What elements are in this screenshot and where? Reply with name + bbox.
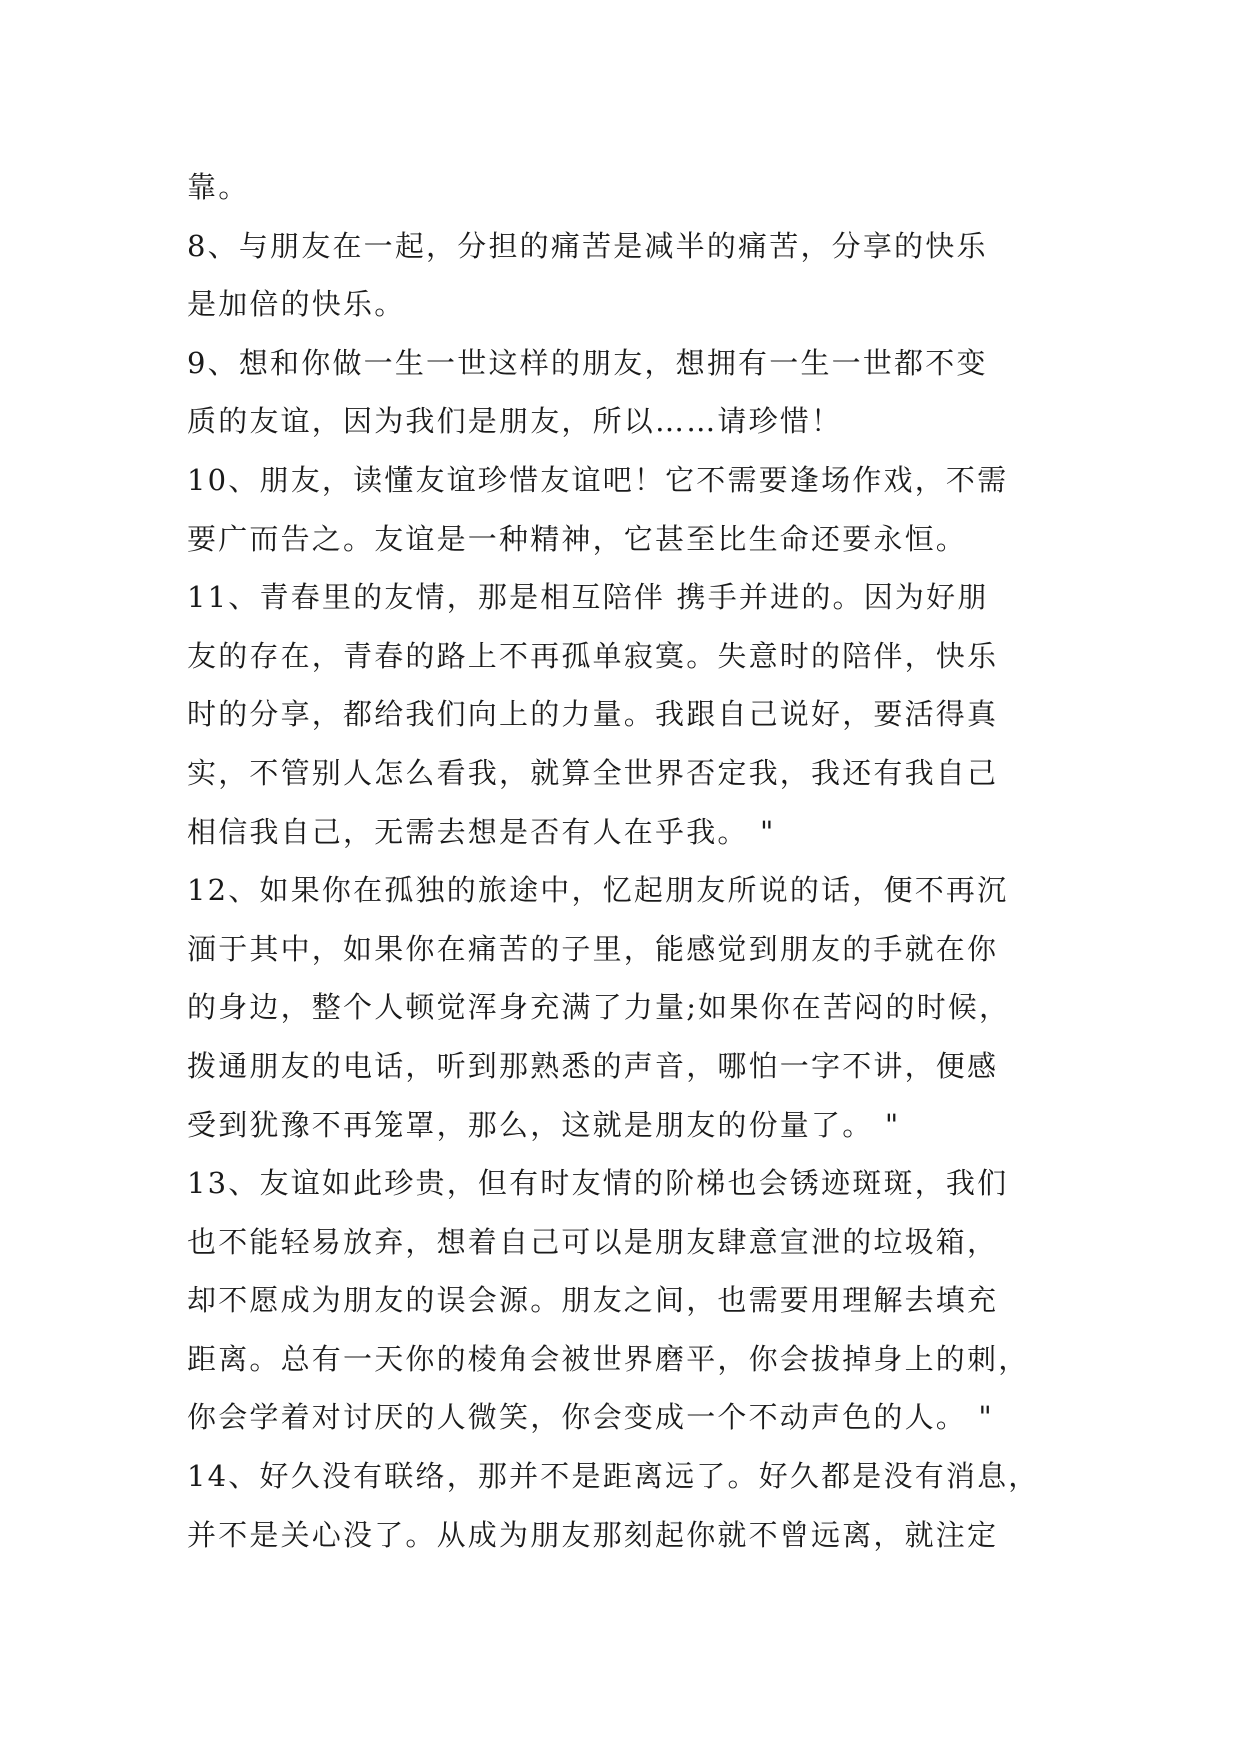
text-line: 相信我自己，无需去想是否有人在乎我。 ": [187, 814, 776, 849]
text-line: 靠。: [187, 170, 250, 204]
text-line: 8、与朋友在一起，分担的痛苦是减半的痛苦，分享的快乐: [187, 228, 988, 263]
text-line: 13、友谊如此珍贵，但有时友情的阶梯也会锈迹斑斑，我们: [187, 1166, 1009, 1201]
text-line: 要广而告之。友谊是一种精神，它甚至比生命还要永恒。: [187, 521, 968, 556]
text-line: 距离。总有一天你的棱角会被世界磨平，你会拔掉身上的刺，: [187, 1341, 1030, 1376]
text-line: 12、如果你在孤独的旅途中，忆起朋友所说的话，便不再沉: [187, 873, 1009, 908]
text-line: 14、好久没有联络，那并不是距离远了。好久都是没有消息，: [187, 1459, 1040, 1494]
text-line: 9、想和你做一生一世这样的朋友，想拥有一生一世都不变: [187, 345, 988, 380]
body-text: [187, 158, 1057, 1564]
text-line: 并不是关心没了。从成为朋友那刻起你就不曾远离，就注定: [187, 1517, 999, 1552]
text-line: 友的存在，青春的路上不再孤单寂寞。失意时的陪伴，快乐: [187, 638, 999, 673]
text-line: 质的友谊，因为我们是朋友，所以……请珍惜！: [187, 404, 843, 439]
text-line: 11、青春里的友情，那是相互陪伴 携手并进的。因为好朋: [187, 580, 989, 615]
text-line: 10、朋友，读懂友谊珍惜友谊吧！它不需要逢场作戏，不需: [187, 462, 1009, 497]
text-line: 的身边，整个人顿觉浑身充满了力量;如果你在苦闷的时候，: [187, 990, 1011, 1025]
text-line: 受到犹豫不再笼罩，那么，这就是朋友的份量了。 ": [187, 1107, 901, 1142]
text-line: 是加倍的快乐。: [187, 287, 406, 322]
text-line: 时的分享，都给我们向上的力量。我跟自己说好，要活得真: [187, 697, 999, 732]
text-line: 却不愿成为朋友的误会源。朋友之间，也需要用理解去填充: [187, 1283, 999, 1318]
text-line: 也不能轻易放弃，想着自己可以是朋友肆意宣泄的垃圾箱，: [187, 1224, 999, 1259]
text-line: 拨通朋友的电话，听到那熟悉的声音，哪怕一字不讲，便感: [187, 1048, 999, 1083]
text-line: 实，不管别人怎么看我，就算全世界否定我，我还有我自己: [187, 755, 999, 790]
text-line: 你会学着对讨厌的人微笑，你会变成一个不动声色的人。 ": [187, 1400, 994, 1435]
text-line: 湎于其中，如果你在痛苦的子里，能感觉到朋友的手就在你: [187, 931, 999, 966]
